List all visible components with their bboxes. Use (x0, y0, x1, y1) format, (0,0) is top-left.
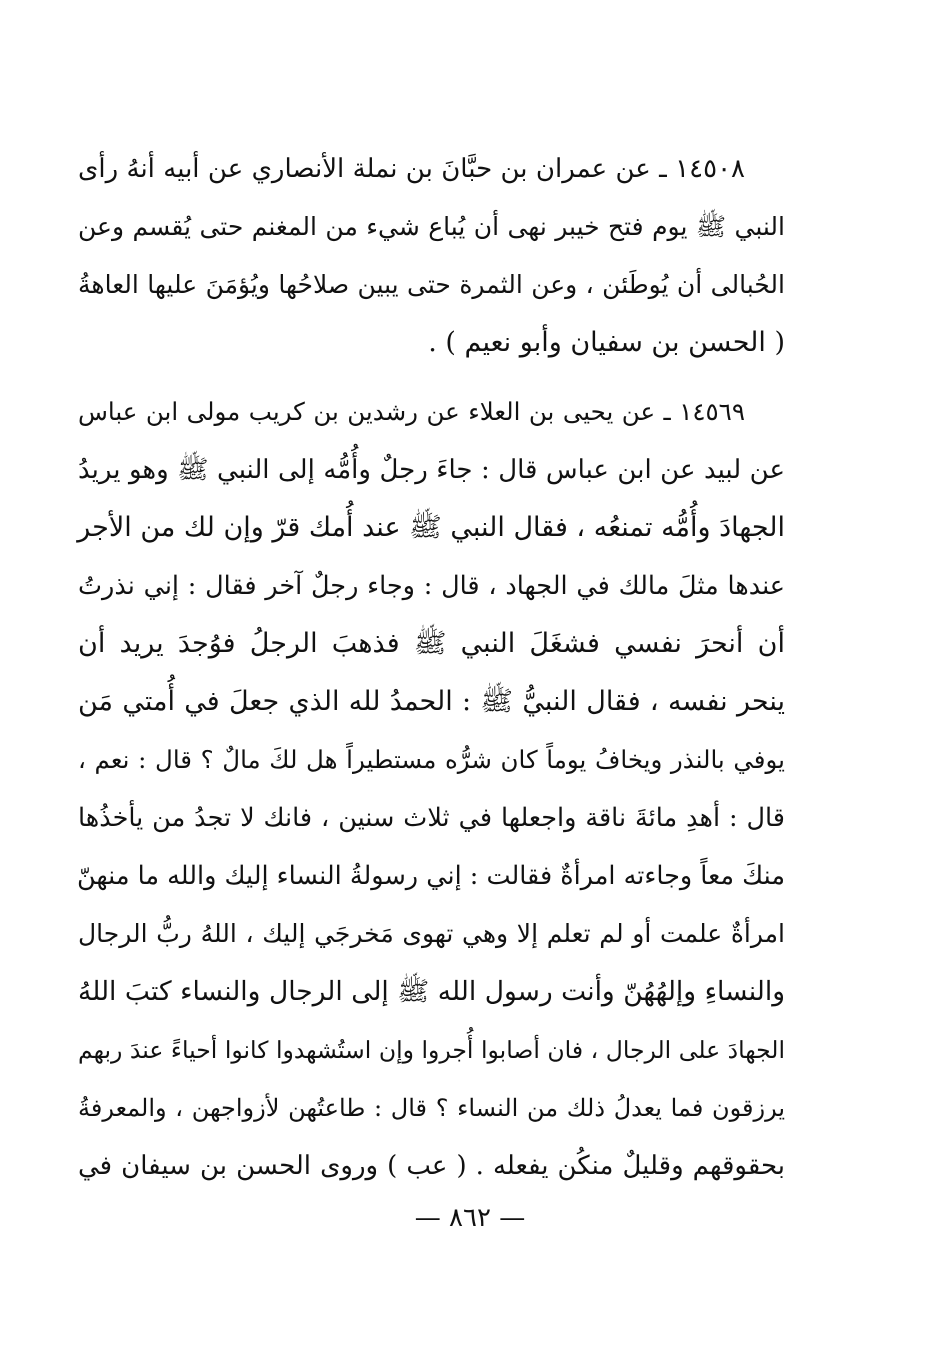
text-line: ينحر نفسه ، فقال النبيُّ ﷺ : الحمدُ لله الذي جعلَ في أُمتي مَن (78, 686, 785, 717)
text-line: ١٤٥٦٩ ـ عن يحيى بن العلاء عن رشدين بن كريب مولى ابن عباس (78, 397, 745, 426)
text-line: بحقوقهم وقليلٌ منكُن يفعله . ( عب ) وروى الحسن بن سيفان في (78, 1151, 785, 1181)
hadith-14508 (78, 140, 785, 372)
source-citation: ( الحسن بن سفيان وأبو نعيم ) . (428, 327, 785, 358)
text-line: الحُبالى أن يُوطَئن ، وعن الثمرة حتى يبين صلاحُها ويُؤمَنَ عليها العاهةُ (78, 270, 785, 299)
page-number: — ٨٦٢ — (414, 1203, 526, 1233)
text-line: الجهادَ على الرجال ، فان أصابوا أُجروا وإن استُشهدوا كانوا أحياءً عندَ ربهم (78, 1036, 785, 1064)
text-line: قال : أهدِ مائةَ ناقة واجعلها في ثلاث سنين ، فانك لا تجدُ من يأخذُها (78, 803, 785, 833)
text-line: عندها مثلَ مالك في الجهاد ، قال : وجاء رجلٌ آخر فقال : إني نذرتُ (78, 571, 785, 601)
hadith-14569 (78, 383, 785, 1195)
text-line: والنساءِ وإلهُهُنّ وأنت رسول الله ﷺ إلى الرجال والنساء كتبَ اللهُ (78, 976, 785, 1007)
text-line: عن لبيد عن ابن عباس قال : جاءَ رجلٌ وأُمُّه إلى النبي ﷺ وهو يريدُ (78, 455, 785, 485)
text-line: الجهادَ وأُمُّه تمنعُه ، فقال النبي ﷺ عند أُمك قرّ وإن لك من الأجر (77, 512, 785, 543)
text-line: يوفي بالنذر ويخافُ يوماً كان شرُّه مستطيراً هل لكَ مالٌ ؟ قال : نعم ، (78, 745, 785, 774)
text-line: منكَ معاً وجاءته امرأةٌ فقالت : إني رسولةُ النساء إليك والله ما منهنّ (76, 861, 785, 891)
text-line: ١٤٥٠٨ ـ عن عمران بن حبَّانَ بن نملة الأنصاري عن أبيه أنهُ رأى (78, 154, 745, 184)
text-line: النبي ﷺ يوم فتح خيبر نهى أن يُباع شيء من المغنم حتى يُقسم وعن (78, 212, 785, 241)
text-line: امرأةٌ علمت أو لم تعلم إلا وهي تهوى مَخرجَي إليك ، اللهُ ربُّ الرجال (78, 919, 785, 948)
text-line: يرزقون فما يعدلُ ذلك من النساء ؟ قال : طاعتُهن لأزواجهن ، والمعرفةُ (78, 1094, 785, 1122)
text-line: أن أنحرَ نفسي فشغَلَ النبي ﷺ فذهبَ الرجلُ فوُجدَ يريد أن (78, 628, 785, 659)
